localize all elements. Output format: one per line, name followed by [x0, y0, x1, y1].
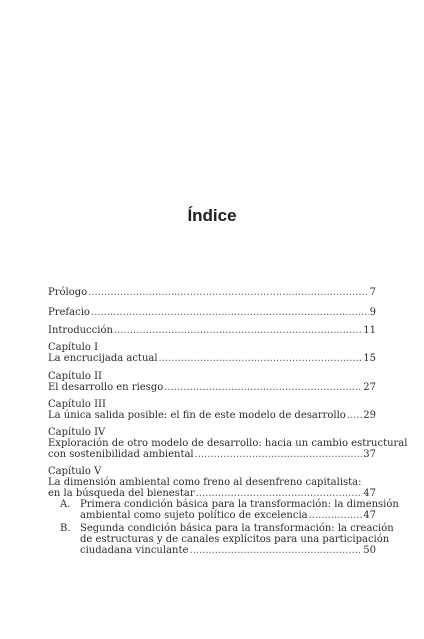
toc-entry-title-line: Exploración de otro modelo de desarrollo: hacia un cambio estructural: [48, 438, 408, 449]
dot-leader: [88, 287, 368, 298]
subsection-title-line: Primera condición básica para la transformación: la dimensión: [80, 499, 399, 510]
toc-page-number: 47: [363, 488, 376, 499]
subsection-title: ciudadana vinculante: [80, 545, 189, 556]
toc-entry-title: La única salida posible: el fin de este modelo de desarrollo: [48, 410, 346, 421]
toc-entry-capitulo-3[interactable]: [48, 399, 376, 421]
toc-page-number: 27: [363, 382, 376, 393]
toc-entry-title: en la búsqueda del bienestar: [48, 488, 195, 499]
toc-subsection-a[interactable]: [48, 499, 399, 521]
toc-page-number: 29: [363, 410, 376, 421]
toc-page-number: 50: [363, 545, 376, 556]
toc-page-number: 9: [369, 307, 376, 318]
toc-page-number: 47: [363, 510, 376, 521]
subsection-title: ambiental como sujeto político de excelencia: [80, 510, 308, 521]
chapter-label: Capítulo I: [48, 342, 99, 353]
subsection-title-line: Segunda condición básica para la transformación: la creación: [80, 523, 394, 534]
dot-leader: [159, 353, 363, 364]
chapter-label: Capítulo III: [48, 399, 106, 410]
toc-entry-title: Prólogo: [48, 287, 88, 298]
toc-entry-title: El desarrollo en riesgo: [48, 382, 164, 393]
dot-leader: [91, 307, 369, 318]
subsection-letter: A.: [60, 499, 71, 510]
toc-entry-capitulo-4[interactable]: [48, 427, 408, 460]
toc-entry-introduccion[interactable]: [48, 325, 376, 336]
chapter-label: Capítulo V: [48, 466, 102, 477]
toc-entry-prefacio[interactable]: [48, 307, 376, 318]
toc-page-number: 11: [363, 325, 376, 336]
dot-leader: [189, 545, 362, 556]
chapter-label: Capítulo II: [48, 371, 102, 382]
dot-leader: [196, 488, 363, 499]
toc-entry-title: Prefacio: [48, 307, 90, 318]
dot-leader: [309, 510, 363, 521]
subsection-title-line: de estructuras y de canales explícitos para una participación: [80, 534, 390, 545]
toc-entry-title: con sostenibilidad ambiental: [48, 449, 194, 460]
toc-page-number: 7: [369, 287, 376, 298]
toc-entry-capitulo-2[interactable]: [48, 371, 376, 393]
chapter-label: Capítulo IV: [48, 427, 106, 438]
toc-entry-capitulo-1[interactable]: [48, 342, 376, 364]
dot-leader: [195, 449, 363, 460]
toc-entry-prologo[interactable]: [48, 287, 376, 298]
toc-page-number: 37: [363, 449, 376, 460]
subsection-letter: B.: [60, 523, 71, 534]
toc-subsection-b[interactable]: [48, 523, 394, 556]
dot-leader: [164, 382, 362, 393]
dot-leader: [347, 410, 362, 421]
toc-entry-title-line: La dimensión ambiental como freno al desenfreno capitalista:: [48, 477, 362, 488]
dot-leader: [114, 325, 362, 336]
toc-entry-title: Introducción: [48, 325, 113, 336]
page-title: Índice: [187, 206, 237, 225]
toc-page-number: 15: [363, 353, 376, 364]
toc-entry-title: La encrucijada actual: [48, 353, 158, 364]
toc-entry-capitulo-5[interactable]: [48, 466, 376, 499]
